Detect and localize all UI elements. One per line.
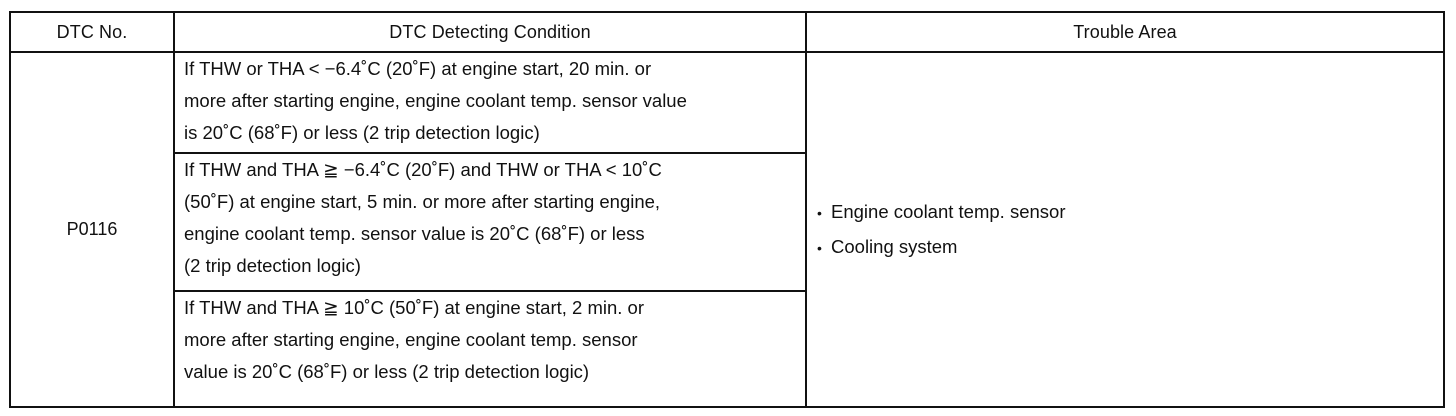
condition-line: If THW or THA < −6.4˚C (20˚F) at engine start, 20 min. or [184, 58, 652, 79]
trouble-area-text: Engine coolant temp. sensor [831, 200, 1066, 222]
condition-line: more after starting engine, engine coolant temp. sensor [184, 329, 638, 350]
bullet-icon: • [817, 239, 822, 256]
dtc-table [9, 11, 1445, 408]
header-detecting-condition: DTC Detecting Condition [174, 12, 806, 52]
trouble-area-item [817, 195, 1443, 230]
header-trouble-area: Trouble Area [806, 12, 1444, 52]
condition-line: engine coolant temp. sensor value is 20˚C (68˚F) or less [184, 223, 645, 244]
table-row [10, 52, 1444, 153]
condition-line: If THW and THA ≧ −6.4˚C (20˚F) and THW or THA < 10˚C [184, 159, 662, 180]
trouble-area-item [817, 230, 1443, 265]
condition-line: more after starting engine, engine coolant temp. sensor value [184, 90, 687, 111]
header-dtc-no: DTC No. [10, 12, 174, 52]
condition-line: is 20˚C (68˚F) or less (2 trip detection logic) [184, 122, 540, 143]
bullet-icon: • [817, 204, 822, 221]
condition-line: (2 trip detection logic) [184, 255, 361, 276]
header-row [10, 12, 1444, 52]
condition-cell-3 [174, 291, 806, 407]
trouble-area-text: Cooling system [831, 235, 958, 257]
condition-cell-2 [174, 153, 806, 291]
condition-line: value is 20˚C (68˚F) or less (2 trip detection logic) [184, 361, 590, 382]
condition-cell-1 [174, 52, 806, 153]
condition-line: (50˚F) at engine start, 5 min. or more after starting engine, [184, 191, 661, 212]
condition-line: If THW and THA ≧ 10˚C (50˚F) at engine start, 2 min. or [184, 297, 645, 318]
dtc-number-cell: P0116 [10, 52, 174, 407]
trouble-area-cell [806, 52, 1444, 407]
